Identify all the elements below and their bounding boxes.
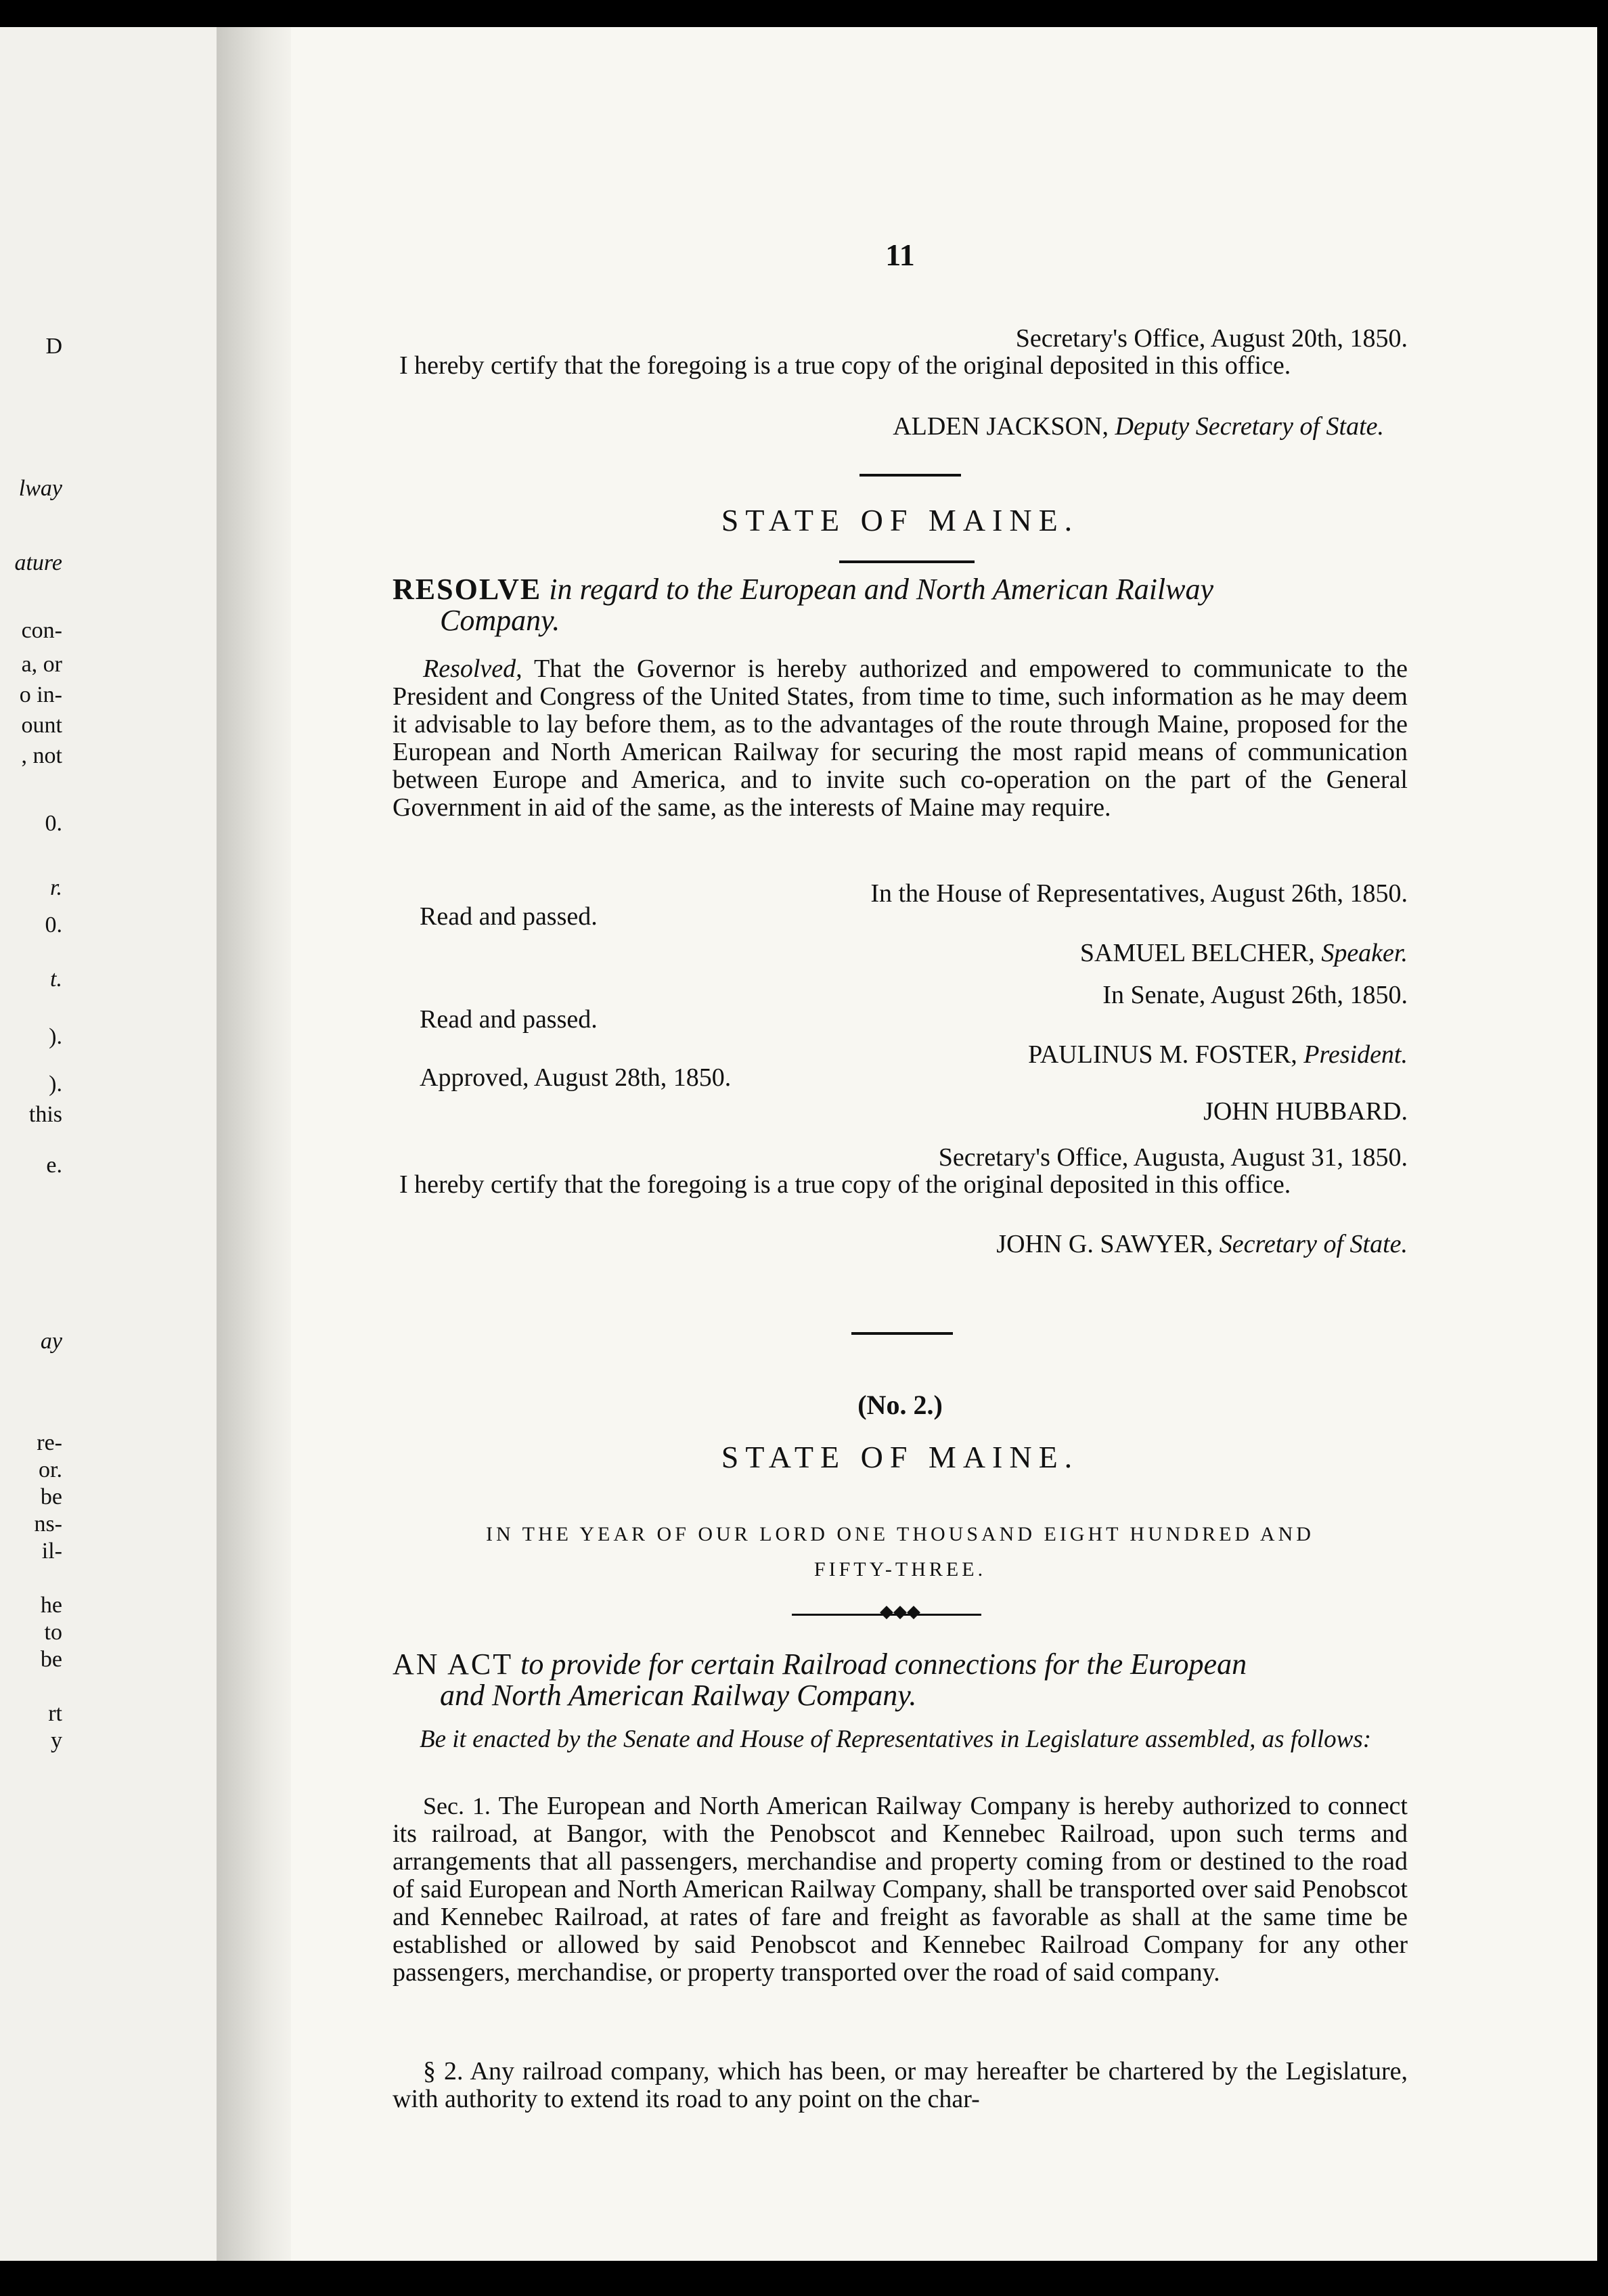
cert2-signature xyxy=(393,1229,1408,1259)
heading-state-of-maine-2: STATE OF MAINE. xyxy=(721,1440,1079,1474)
section-2-text: Any railroad company, which has been, or may hereafter be chartered by the Legislature, with authority to extend its road to any point on the char- xyxy=(393,2057,1408,2113)
act-title-caps: AN ACT xyxy=(393,1648,514,1681)
year-line-2: FIFTY-THREE. xyxy=(813,1558,987,1581)
facing-page-fragment: be xyxy=(40,1484,62,1509)
cert2-office-line: Secretary's Office, Augusta, August 31, 1850. xyxy=(938,1143,1408,1172)
section-rule xyxy=(851,1332,953,1335)
cert2-signer-title: Secretary of State. xyxy=(1219,1230,1408,1258)
facing-page-fragment: y xyxy=(51,1728,62,1753)
facing-page-fragment: rt xyxy=(48,1701,62,1726)
senate-read-passed: Read and passed. xyxy=(420,1005,598,1034)
section-1 xyxy=(393,1792,1408,1987)
senate-signer-title: President. xyxy=(1303,1040,1408,1069)
approved-line: Approved, August 28th, 1850. xyxy=(420,1063,732,1092)
facing-page-edge xyxy=(0,27,230,2261)
facing-page-fragment: to xyxy=(44,1620,62,1645)
facing-page-fragment: 0. xyxy=(45,811,62,836)
section-2 xyxy=(393,2058,1408,2113)
resolve-body xyxy=(393,655,1408,822)
resolve-title-rest: in regard to the European and North American Railway xyxy=(549,573,1214,606)
heading-underline xyxy=(839,560,975,563)
facing-page-fragment: ns- xyxy=(34,1511,62,1537)
cert1-signer-name: ALDEN JACKSON, xyxy=(893,412,1109,441)
act-title-rest: to provide for certain Railroad connections for the European xyxy=(520,1648,1247,1681)
facing-page-fragment: he xyxy=(40,1593,62,1618)
act-title-cont: and North American Railway Company. xyxy=(440,1679,917,1712)
facing-page-fragment: r. xyxy=(50,875,62,900)
facing-page-fragment: t. xyxy=(50,967,62,992)
resolved-word: Resolved, xyxy=(423,655,522,683)
cert1-text: I hereby certify that the foregoing is a true copy of the original deposited in this office. xyxy=(399,351,1291,380)
facing-page-fragment: ount xyxy=(21,713,62,738)
cert1-office-line: Secretary's Office, August 20th, 1850. xyxy=(1015,324,1408,353)
cert2-text: I hereby certify that the foregoing is a true copy of the original deposited in this office. xyxy=(399,1170,1291,1199)
year-line-1: IN THE YEAR OF OUR LORD ONE THOUSAND EIGHT HUNDRED AND xyxy=(486,1523,1314,1545)
facing-page-fragment: lway xyxy=(18,476,62,501)
senate-signer: PAULINUS M. FOSTER, xyxy=(1028,1040,1297,1069)
separator-rule xyxy=(859,474,961,477)
house-signature xyxy=(393,938,1408,968)
house-line: In the House of Representatives, August 26th, 1850. xyxy=(870,879,1408,908)
document-page xyxy=(291,27,1597,2261)
resolve-title-bold: RESOLVE xyxy=(393,573,542,606)
page-number: 11 xyxy=(885,238,915,272)
facing-page-fragment: re- xyxy=(37,1430,62,1455)
house-signer-title: Speaker. xyxy=(1321,939,1408,967)
section-2-label: § 2. xyxy=(423,2057,464,2085)
enacting-clause xyxy=(393,1726,1408,1753)
facing-page-fragment: 0. xyxy=(45,912,62,937)
rule-ornament: ◆◆◆ xyxy=(880,1602,920,1621)
facing-page-fragment: a, or xyxy=(21,652,62,677)
section-1-label: Sec. 1. xyxy=(423,1792,491,1819)
heading-state-of-maine: STATE OF MAINE. xyxy=(721,503,1079,537)
resolve-body-text: That the Governor is hereby authorized and empowered to communicate to the President and Congress of the United States, from time to time, such information as he may deem it advisable to lay before them, as to the advantages of the route through Maine, proposed for the European and North American Railway for securing the most rapid means of communication between Europe and America, and to invite such co-operation on the part of the General Government in aid of the same, as the interests of Maine may require. xyxy=(393,655,1408,822)
facing-page-fragment: ). xyxy=(49,1072,62,1097)
book-gutter xyxy=(217,27,298,2261)
facing-page-fragment: ature xyxy=(14,550,62,575)
section-1-text: The European and North American Railway Company is hereby authorized to connect its railroad, at Bangor, with the Penobscot and Kennebec Railroad, upon such terms and arrangements that all passengers, merchandise and property coming from or destined to the road of said European and North American Railway Company, shall be transported over said Penobscot and Kennebec Railroad, at rates of fare and freight as favorable as shall at the same time be established or allowed by said Penobscot and Kennebec Railroad Company for any other passengers, merchandise, or property transported over the road of said company. xyxy=(393,1792,1408,1987)
facing-page-fragment: ). xyxy=(49,1024,62,1049)
act-title xyxy=(393,1649,1408,1711)
senate-line: In Senate, August 26th, 1850. xyxy=(1102,981,1408,1009)
facing-page-fragment: be xyxy=(40,1647,62,1672)
facing-page-fragment: , not xyxy=(21,743,62,768)
facing-page-fragment: con- xyxy=(21,618,62,643)
facing-page-fragment: e. xyxy=(46,1153,62,1178)
resolve-title xyxy=(393,574,1408,636)
facing-page-fragment: D xyxy=(45,334,62,359)
facing-page-fragment: this xyxy=(28,1102,62,1127)
house-read-passed: Read and passed. xyxy=(420,902,598,931)
enacting-clause-text: Be it enacted by the Senate and House of Representatives in Legislature assembled, as follows: xyxy=(420,1725,1372,1753)
facing-page-fragment: or. xyxy=(39,1457,62,1482)
cert2-signer-name: JOHN G. SAWYER, xyxy=(996,1230,1213,1258)
facing-page-fragment: il- xyxy=(41,1539,62,1564)
governor-signature: JOHN HUBBARD. xyxy=(1203,1097,1408,1126)
facing-page-fragment: ay xyxy=(40,1329,62,1354)
act-number: (No. 2.) xyxy=(857,1390,943,1420)
resolve-title-cont: Company. xyxy=(440,604,560,637)
facing-page-fragment: o in- xyxy=(19,682,62,707)
cert1-signature xyxy=(393,412,1408,441)
house-signer: SAMUEL BELCHER, xyxy=(1079,939,1315,967)
cert1-signer-title: Deputy Secretary of State. xyxy=(1115,412,1384,441)
